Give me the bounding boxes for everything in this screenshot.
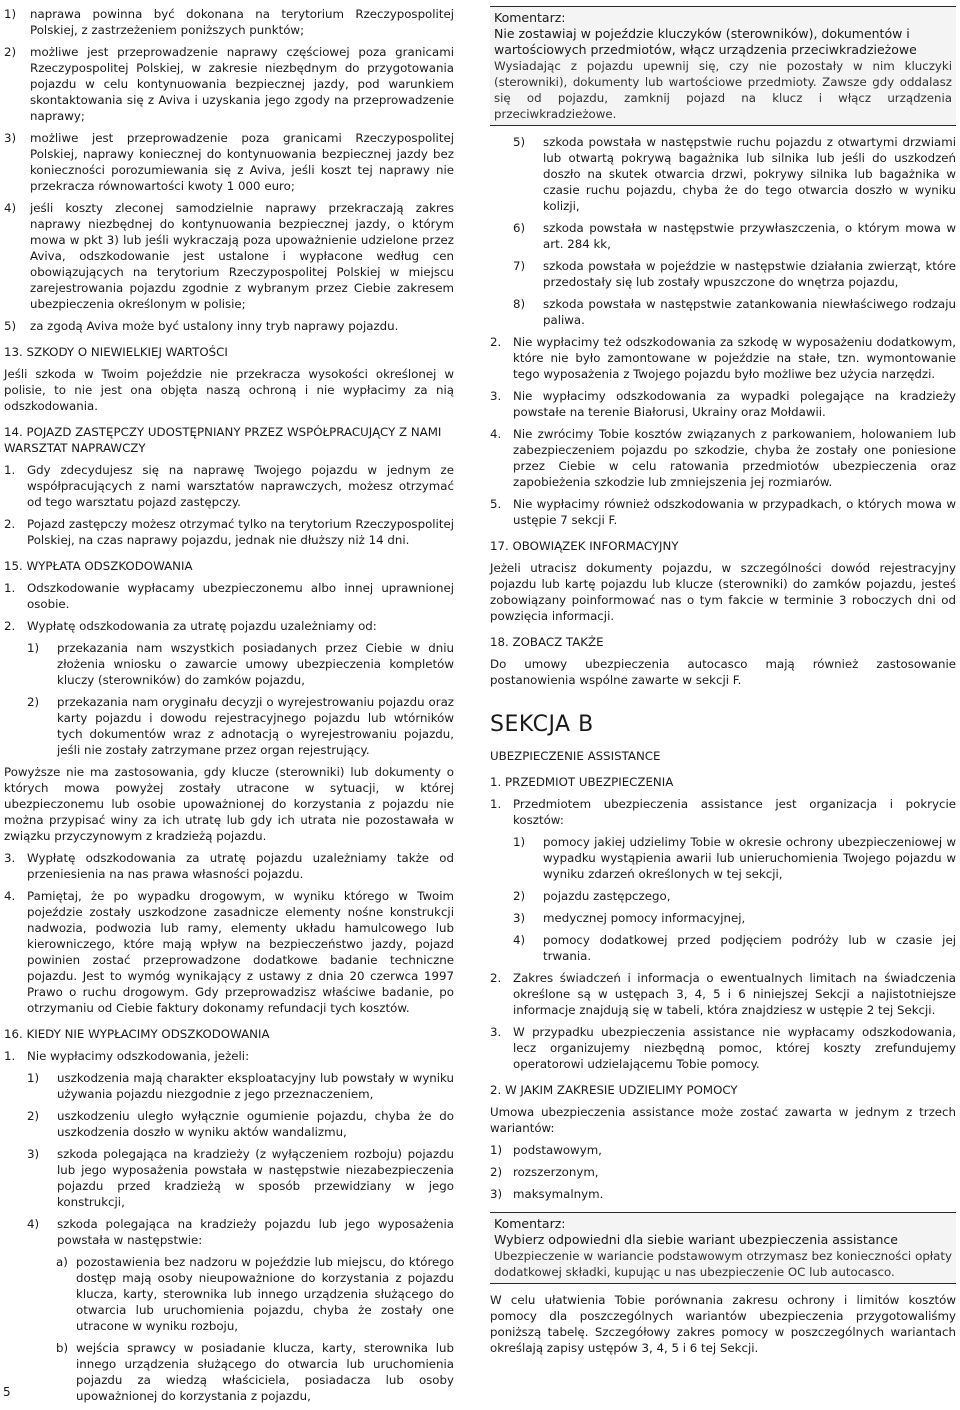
list-item: 3. Nie wypłacimy odszkodowania za wypadki polegające na kradzieży powstałe na terenie Białorusi, Ukrainy oraz Mołdawii. [490,389,956,419]
comment-body: Ubezpieczenie w wariancie podstawowym otrzymasz bez konieczności opłaty dodatkowej składki, kupując u nas ubezpieczenie OC lub autocasco. [494,1249,952,1279]
b2-heading: 2. W JAKIM ZAKRESIE UDZIELIMY POMOCY [490,1083,738,1097]
left-column [4,6,454,1410]
list-item: 1) uszkodzenia mają charakter eksploatacyjny lub powstały w wyniku używania pojazdu niezgodnie z jego przeznaczeniem, [27,1071,454,1101]
list-item: 2. Wypłatę odszkodowania za utratę pojazdu uzależniamy od: [4,619,377,633]
comment-title: Komentarz: [494,1216,566,1231]
comment-body: Wysiadając z pojazdu upewnij się, czy nie pozostały w nim kluczyki (sterowniki), dokumenty lub wartościowe przedmioty. Zawsze gdy oddalasz się od pojazdu, zamknij pojazd na klucz i włącz urządzenia przeciwkradzieżowe. [494,59,952,121]
comment-lead: Nie zostawiaj w pojeździe kluczyków (sterowników), dokumentów i wartościowych przedmiotów, włącz urządzenia przeciwkradzieżowe [494,26,917,57]
list-item: 2) przekazania nam oryginału decyzji o wyrejestrowaniu pojazdu oraz karty pojazdu i dowodu rejestracyjnego pojazdu lub wtórników tych dokumentów wraz z adnotacją o wyrejestrowaniu pojazdu, jeśli nie zostały zatrzymane przez organ rejestrujący. [27,695,454,757]
list-item: 2) uszkodzeniu uległo wyłącznie ogumienie pojazdu, chyba że do uszkodzenia doszło w wyniku aktów wandalizmu, [27,1109,454,1139]
list-item: 1. Gdy zdecydujesz się na naprawę Twojego pojazdu w jednym ze współpracujących z nami warsztatów naprawczych, możesz otrzymać od tego warsztatu pojazd zastępczy. [4,463,454,509]
list-item: 3. W przypadku ubezpieczenia assistance nie wypłacamy odszkodowania, lecz organizujemy niezbędną pomoc, której koszty zrefundujemy operatorowi udzielającemu Tobie pomocy. [490,1025,956,1071]
right-column [490,6,956,1362]
list-item: 1. Odszkodowanie wypłacamy ubezpieczonemu albo innej uprawnionej osobie. [4,581,454,611]
section-16-heading: 16. KIEDY NIE WYPŁACIMY ODSZKODOWANIA [4,1027,270,1041]
page-number: 5 [3,1385,11,1399]
list-item: 8) szkoda powstała w następstwie zatankowania niewłaściwego rodzaju paliwa. [513,297,956,327]
comment-title: Komentarz: [494,10,566,25]
section-18-text: Do umowy ubezpieczenia autocasco mają również zastosowanie postanowienia wspólne zawarte w sekcji F. [490,657,956,687]
list-item: 3) szkoda polegająca na kradzieży (z wyłączeniem rozboju) pojazdu lub jego wyposażenia powstała w następstwie niezabezpieczenia pojazdu przed kradzieżą w sposób przewidziany w jego konstrukcji, [27,1147,454,1209]
list-item: 1) pomocy jakiej udzielimy Tobie w okresie ochrony ubezpieczeniowej w wypadku wystąpienia awarii lub unieruchomienia Twojego pojazdu w wyniku zdarzeń określonych w tej sekcji, [513,835,956,881]
section-17-text: Jeżeli utracisz dokumenty pojazdu, w szczególności dowód rejestracyjny pojazdu lub kartę pojazdu lub klucze (sterowniki) do zamków pojazdu, jesteś zobowiązany poinformować nas o tym fakcie w terminie 3 roboczych dni od powzięcia informacji. [490,561,956,623]
sekcja-b-subtitle: UBEZPIECZENIE ASSISTANCE [490,749,661,763]
list-item: 5) za zgodą Aviva może być ustalony inny tryb naprawy pojazdu. [4,319,399,333]
list-item: 1. Nie wypłacimy odszkodowania, jeżeli: [4,1049,250,1063]
list-item: b) wejścia sprawcy w posiadanie klucza, karty, sterownika lub innego urządzenia służącego do otwarcia lub uruchomienia pojazdu za wiedzą właściciela, posiadacza lub osoby upoważnionej do korzystania z pojazdu, [56,1341,454,1403]
final-paragraph: W celu ułatwienia Tobie porównania zakresu ochrony i limitów kosztów pomocy dla poszczególnych wariantów ubezpieczenia przygotowaliśmy poniższą tabelę. Szczegółowy zakres pomocy w poszczególnych wariantach określają zapisy ustępów 3, 4, 5 i 6 tej Sekcji. [490,1293,956,1355]
list-item: 1) podstawowym, [490,1143,602,1157]
section-13-heading: 13. SZKODY O NIEWIELKIEJ WARTOŚCI [4,345,228,359]
list-item: 3) medycznej pomocy informacyjnej, [513,911,746,925]
list-item: 3. Wypłatę odszkodowania za utratę pojazdu uzależniamy także od przeniesienia na nas prawa własności pojazdu. [4,851,454,881]
list-item: 1) naprawa powinna być dokonana na terytorium Rzeczypospolitej Polskiej, z zastrzeżeniem poniższych punktów; [4,7,454,37]
list-item: 5. Nie wypłacimy również odszkodowania w przypadkach, o których mowa w ustępie 7 sekcji F. [490,497,956,527]
list-item: 4) szkoda polegająca na kradzieży pojazdu lub jego wyposażenia powstała w następstwie: [27,1217,454,1247]
list-item: 4) jeśli koszty zleconej samodzielnie naprawy przekraczają zakres naprawy niezbędnej do kontynuowania bezpiecznej jazdy, o którym mowa w pkt 3) lub jeśli wykraczają poza upoważnienie udzielone przez Aviva, odszkodowanie jest ustalone i wypłacone według cen obowiązujących na terytorium Rzeczypospolitej Polskiej w miejscu zarejestrowania pojazdu zgodnie z wybranym przez Ciebie zakresem ubezpieczenia określonym w polisie; [4,201,454,311]
list-item: 2) możliwe jest przeprowadzenie naprawy częściowej poza granicami Rzeczypospolitej Polskiej, w zakresie niezbędnym do przygotowania pojazdu w celu kontynuowania bezpiecznej jazdy, pod warunkiem skontaktowania się z Aviva i uzyskania jego zgody na przeprowadzenie naprawy; [4,45,454,123]
list-item: 2) rozszerzonym, [490,1165,599,1179]
list-item: 1) przekazania nam wszystkich posiadanych przez Ciebie w dniu złożenia wniosku o zawarcie umowy ubezpieczenia kompletów kluczy (sterowników) do zamków pojazdu, [27,641,454,687]
list-item: 5) szkoda powstała w następstwie ruchu pojazdu z otwartymi drzwiami lub otwartą pokrywą bagażnika lub silnika lub jeśli do uszkodzeń doszło na skutek otwarcia drzwi, pokrywy silnika lub bagażnika w czasie ruchu pojazdu, chyba że do tego otwarcia doszło w wyniku kolizji, [513,135,956,213]
list-item: 1. Przedmiotem ubezpieczenia assistance jest organizacja i pokrycie kosztów: [490,797,956,827]
comment-box-keys [490,6,956,126]
list-item: a) pozostawienia bez nadzoru w pojeździe lub miejscu, do którego dostęp mają osoby nieupoważnione do korzystania z pojazdu klucza, karty, sterownika lub innego urządzenia służącego do otwarcia lub uruchomienia pojazdu, chyba że zostały one utracone w wyniku rozboju, [56,1255,454,1333]
list-item: 2. Pojazd zastępczy możesz otrzymać tylko na terytorium Rzeczypospolitej Polskiej, na czas naprawy pojazdu, jednak nie dłuższy niż 14 dni. [4,517,454,547]
list-item: 6) szkoda powstała w następstwie przywłaszczenia, o którym mowa w art. 284 kk, [513,221,956,251]
list-item: 4) pomocy dodatkowej przed podjęciem podróży lub w czasie jej trwania. [513,933,956,963]
sekcja-b-title: SEKCJA B [490,712,594,737]
list-item: 2. Nie wypłacimy też odszkodowania za szkodę w wyposażeniu dodatkowym, które nie było zamontowane w pojeździe na stałe, tzn. wymontowanie tego wyposażenia z Twojego pojazdu było możliwe bez użycia narzędzi. [490,335,956,381]
list-item: 2. Zakres świadczeń i informacja o ewentualnych limitach na świadczenia określone są w ustępach 3, 4, 5 i 6 niniejszej Sekcji a najistotniejsze informacje znajdują się w tabeli, która znajdziesz w ustępie 2 tej Sekcji. [490,971,956,1017]
section-15-paragraph: Powyższe nie ma zastosowania, gdy klucze (sterowniki) lub dokumenty o których mowa powyżej zostały utracone w sytuacji, w której ubezpieczonemu lub osobie upoważnionej do korzystania z pojazdu nie można przypisać winy za ich utratę lub gdy ich utrata nie pozostawała w związku przyczynowym z kradzieżą pojazdu. [4,765,454,843]
list-item: 3) maksymalnym. [490,1187,604,1201]
section-18-heading: 18. ZOBACZ TAKŻE [490,635,604,649]
list-item: 3) możliwe jest przeprowadzenie poza granicami Rzeczypospolitej Polskiej, naprawy koniecznej do kontynuowania bezpiecznej jazdy bez konieczności porozumiewania się z Aviva, jeśli koszt tej naprawy nie przekracza równowartości kwoty 1 000 euro; [4,131,454,193]
comment-box-variant [490,1212,956,1284]
list-item: 4. Nie zwrócimy Tobie kosztów związanych z parkowaniem, holowaniem lub zabezpieczeniem pojazdu po szkodzie, chyba że zostały one poniesione przez Ciebie w celu ratowania przedmiotów ubezpieczenia oraz zapobieżenia szkodzie lub zmniejszenia jej rozmiarów. [490,427,956,489]
section-17-heading: 17. OBOWIĄZEK INFORMACYJNY [490,539,679,553]
section-14-heading: 14. POJAZD ZASTĘPCZY UDOSTĘPNIANY PRZEZ WSPÓŁPRACUJĄCY Z NAMI WARSZTAT NAPRAWCZY [4,425,442,455]
b1-heading: 1. PRZEDMIOT UBEZPIECZENIA [490,775,674,789]
section-15-heading: 15. WYPŁATA ODSZKODOWANIA [4,559,193,573]
comment-lead: Wybierz odpowiedni dla siebie wariant ubezpieczenia assistance [494,1232,898,1247]
list-item: 4. Pamiętaj, że po wypadku drogowym, w wyniku którego w Twoim pojeździe zostały uszkodzone zasadnicze elementy nośne konstrukcji nadwozia, podwozia lub ramy, elementy układu hamulcowego lub kierowniczego, które mają wpływ na bezpieczeństwo jazdy, pojazd powinien zostać przeprowadzone dodatkowe badanie techniczne pojazdu. Jest to wymóg wynikający z ustawy z dnia 20 czerwca 1997 Prawo o ruchu drogowym. Gdy przeprowadzisz właściwe badanie, po otrzymaniu od Ciebie faktury dokonamy refundacji tych kosztów. [4,889,454,1015]
list-item: 2) pojazdu zastępczego, [513,889,671,903]
repair-conditions-list [4,6,454,334]
list-item: 7) szkoda powstała w pojeździe w następstwie działania zwierząt, które przedostały się lub zostały wpuszczone do wnętrza pojazdu, [513,259,956,289]
section-13-text: Jeśli szkoda w Twoim pojeździe nie przekracza wysokości określonej w polisie, to nie jest ona objęta naszą ochroną i nie wypłacimy za nią odszkodowania. [4,367,454,413]
b2-text: Umowa ubezpieczenia assistance może zostać zawarta w jednym z trzech wariantów: [490,1105,956,1135]
